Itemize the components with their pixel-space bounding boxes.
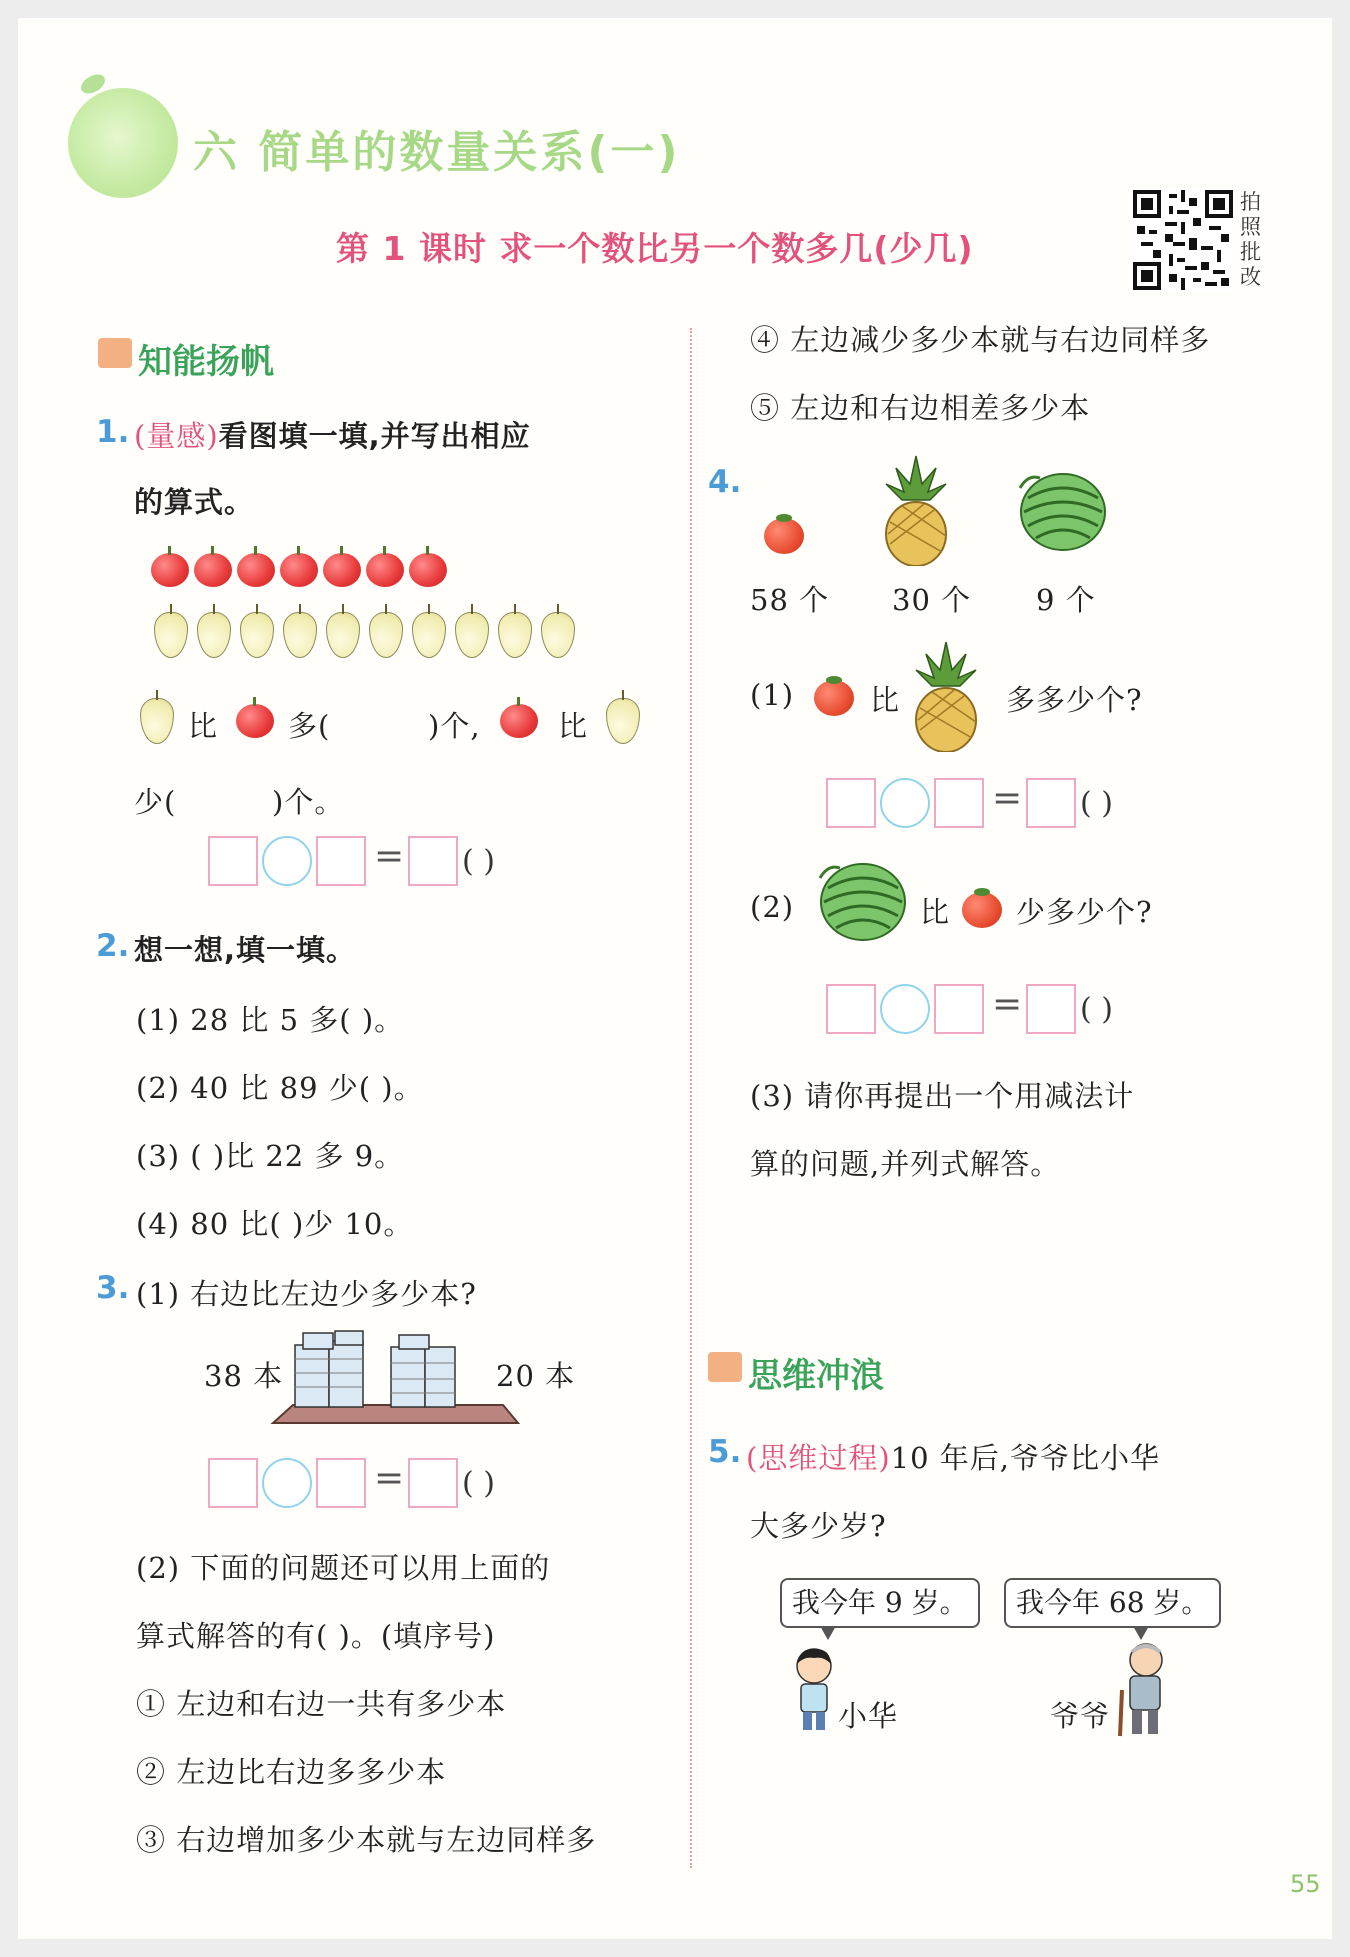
pear-icon bbox=[326, 612, 360, 658]
fruit-count: 58 个 bbox=[750, 583, 830, 617]
pear-row bbox=[154, 612, 634, 662]
apple-icon bbox=[237, 553, 275, 587]
answer-box[interactable] bbox=[316, 836, 366, 886]
q1-text: 看图填一填,并写出相应 bbox=[218, 419, 531, 453]
operator-circle[interactable] bbox=[262, 836, 312, 886]
q2-item[interactable]: (3) ( )比 22 多 9。 bbox=[136, 1139, 405, 1173]
q2-title: 想一想,填一填。 bbox=[134, 933, 357, 967]
watermelon-icon bbox=[1018, 468, 1108, 552]
grandpa-name: 爷爷 bbox=[1050, 1699, 1111, 1733]
pineapple-icon bbox=[874, 454, 958, 566]
q4-part2-num: (2) bbox=[750, 890, 795, 924]
q3-option: ① 左边和右边一共有多少本 bbox=[136, 1687, 507, 1721]
books-right-label: 20 本 bbox=[496, 1359, 576, 1393]
q3-part2-line2[interactable]: 算式解答的有( )。(填序号) bbox=[136, 1619, 496, 1653]
question-number: 2. bbox=[96, 928, 130, 964]
pear-icon bbox=[140, 698, 174, 744]
q3-option: ② 左边比右边多多少本 bbox=[136, 1755, 447, 1789]
tomato-icon bbox=[814, 680, 854, 716]
pear-icon bbox=[369, 612, 403, 658]
pear-icon bbox=[197, 612, 231, 658]
pear-icon bbox=[283, 612, 317, 658]
unit-badge bbox=[68, 88, 178, 198]
apple-icon bbox=[409, 553, 447, 587]
column-divider bbox=[690, 328, 692, 1868]
answer-box[interactable] bbox=[316, 1458, 366, 1508]
answer-box[interactable] bbox=[1026, 984, 1076, 1034]
q2-item[interactable]: (1) 28 比 5 多( )。 bbox=[136, 1003, 405, 1037]
q1-tag: (量感) bbox=[134, 419, 219, 453]
boy-name: 小华 bbox=[838, 1699, 899, 1733]
pear-icon bbox=[412, 612, 446, 658]
q3-option: ③ 右边增加多少本就与左边同样多 bbox=[136, 1823, 597, 1857]
q1-word-more: 多( bbox=[288, 709, 331, 743]
speech-bubble-xiaohua: 我今年 9 岁。 bbox=[780, 1578, 980, 1628]
apple-row bbox=[151, 553, 491, 593]
equals-sign: = bbox=[992, 778, 1023, 819]
watermelon-icon bbox=[818, 858, 908, 942]
question-number: 5. bbox=[708, 1434, 742, 1470]
grandpa-icon bbox=[1110, 1640, 1180, 1740]
q1-line2: 的算式。 bbox=[134, 485, 255, 519]
unit-blank[interactable]: ( ) bbox=[462, 1466, 495, 1501]
question-number: 1. bbox=[96, 414, 130, 450]
tomato-icon bbox=[962, 892, 1002, 928]
q1-word-bi: 比 bbox=[188, 709, 219, 743]
unit-blank[interactable]: ( ) bbox=[462, 844, 495, 879]
q4-part2-text: 少多少个? bbox=[1016, 895, 1153, 929]
pineapple-icon bbox=[904, 640, 988, 752]
qr-label: 拍照批改 bbox=[1240, 190, 1261, 289]
sail-icon bbox=[98, 338, 132, 368]
answer-box[interactable] bbox=[826, 984, 876, 1034]
q4-part1-bi: 比 bbox=[870, 683, 901, 717]
equals-sign: = bbox=[992, 984, 1023, 1025]
page-number: 55 bbox=[1290, 1870, 1321, 1898]
pear-icon bbox=[154, 612, 188, 658]
q1-line1 bbox=[134, 414, 531, 455]
q4-part1-text: 多多少个? bbox=[1006, 683, 1143, 717]
q3-option: ④ 左边减少多少本就与右边同样多 bbox=[750, 323, 1211, 357]
qr-code-icon[interactable] bbox=[1133, 190, 1233, 290]
q2-item[interactable]: (4) 80 比( )少 10。 bbox=[136, 1207, 414, 1241]
operator-circle[interactable] bbox=[262, 1458, 312, 1508]
answer-box[interactable] bbox=[208, 836, 258, 886]
q1-word-ge: )个, bbox=[428, 709, 481, 743]
books-shelf-icon bbox=[263, 1323, 533, 1433]
fruit-count: 9 个 bbox=[1036, 583, 1096, 617]
pear-icon bbox=[240, 612, 274, 658]
tomato-icon bbox=[764, 518, 804, 554]
q4-part1-num: (1) bbox=[750, 678, 795, 712]
speech-bubble-grandpa: 我今年 68 岁。 bbox=[1004, 1578, 1221, 1628]
apple-icon bbox=[151, 553, 189, 587]
workbook-page bbox=[18, 18, 1332, 1939]
wave-icon bbox=[708, 1352, 742, 1382]
pear-icon bbox=[606, 698, 640, 744]
q1-word-ge2: )个。 bbox=[272, 785, 345, 819]
answer-box[interactable] bbox=[208, 1458, 258, 1508]
lesson-title: 第 1 课时 求一个数比另一个数多几(少几) bbox=[336, 229, 974, 268]
answer-box[interactable] bbox=[408, 1458, 458, 1508]
apple-icon bbox=[500, 704, 538, 738]
q3-part1: (1) 右边比左边少多少本? bbox=[136, 1277, 477, 1311]
q4-part3-line2: 算的问题,并列式解答。 bbox=[750, 1147, 1061, 1181]
q3-part2-line1: (2) 下面的问题还可以用上面的 bbox=[136, 1551, 551, 1585]
q4-part2-bi: 比 bbox=[920, 895, 951, 929]
q5-text: 10 年后,爷爷比小华 bbox=[890, 1441, 1160, 1475]
q1-word-bi2: 比 bbox=[558, 709, 589, 743]
apple-icon bbox=[366, 553, 404, 587]
question-number: 4. bbox=[708, 464, 742, 500]
q5-tag: (思维过程) bbox=[746, 1441, 891, 1475]
answer-box[interactable] bbox=[408, 836, 458, 886]
apple-icon bbox=[236, 704, 274, 738]
answer-box[interactable] bbox=[826, 778, 876, 828]
q2-item[interactable]: (2) 40 比 89 少( )。 bbox=[136, 1071, 424, 1105]
q5-line1 bbox=[746, 1436, 1160, 1477]
unit-blank[interactable]: ( ) bbox=[1080, 786, 1113, 821]
q5-line2: 大多少岁? bbox=[750, 1509, 887, 1543]
apple-icon bbox=[323, 553, 361, 587]
fruit-count: 30 个 bbox=[892, 583, 972, 617]
equals-sign: = bbox=[374, 836, 405, 877]
equals-sign: = bbox=[374, 1458, 405, 1499]
question-number: 3. bbox=[96, 1270, 130, 1306]
answer-box[interactable] bbox=[934, 984, 984, 1034]
q4-part3-line1: (3) 请你再提出一个用减法计 bbox=[750, 1079, 1135, 1113]
answer-box[interactable] bbox=[1026, 778, 1076, 828]
q1-word-less: 少( bbox=[134, 785, 177, 819]
pear-icon bbox=[541, 612, 575, 658]
operator-circle[interactable] bbox=[880, 778, 930, 828]
operator-circle[interactable] bbox=[880, 984, 930, 1034]
pear-icon bbox=[455, 612, 489, 658]
answer-box[interactable] bbox=[934, 778, 984, 828]
q3-option: ⑤ 左边和右边相差多少本 bbox=[750, 391, 1091, 425]
books-left-label: 38 本 bbox=[204, 1359, 284, 1393]
unit-blank[interactable]: ( ) bbox=[1080, 992, 1113, 1027]
section-title-2: 思维冲浪 bbox=[748, 1356, 884, 1396]
boy-icon bbox=[784, 1646, 844, 1736]
pear-icon bbox=[498, 612, 532, 658]
apple-icon bbox=[194, 553, 232, 587]
apple-icon bbox=[280, 553, 318, 587]
section-title-1: 知能扬帆 bbox=[138, 342, 274, 382]
unit-title: 六 简单的数量关系(一) bbox=[193, 127, 681, 178]
